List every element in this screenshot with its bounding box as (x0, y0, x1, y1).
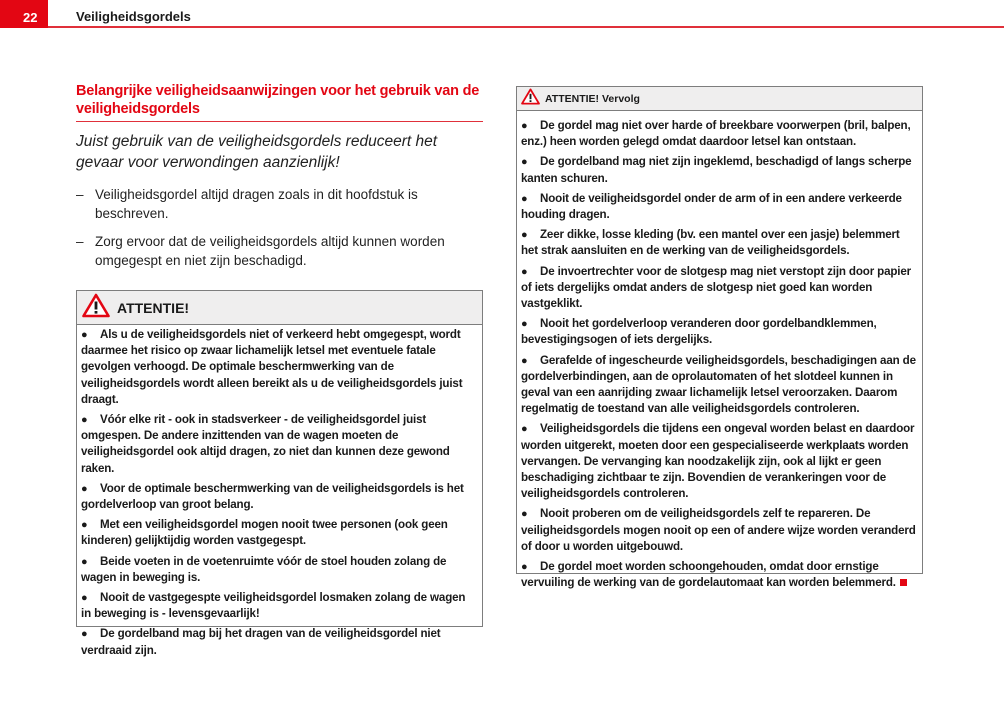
end-of-section-square-icon (900, 579, 907, 586)
bullet-icon: ● (81, 628, 88, 641)
warning-item: ● Veiligheidsgordels die tijdens een ongeval worden belast en daardoor worden uitgerekt, moeten door een gespecialiseerde werkplaats worden vervangen. De vervanging kan noodzakelijk zijn, ook al lijkt er geen beschadiging zichtbaar te zijn. Bovendien de verankeringen voor de veiligheidsgordels controleren. (521, 422, 915, 501)
warning-triangle-icon (521, 88, 540, 110)
warning-item: ● Zeer dikke, losse kleding (bv. een mantel over een jasje) belemmert het strak aansluiten en de werking van de veiligheidsgordels. (521, 228, 900, 258)
bullet-icon: ● (521, 156, 528, 169)
bullet-icon: ● (521, 318, 528, 331)
warning-body (77, 325, 482, 667)
left-column (76, 82, 483, 279)
warning-item: ● De gordel moet worden schoongehouden, omdat door ernstige vervuiling de werking van de gordelautomaat kan worden belemmerd. (521, 559, 918, 591)
warning-title: ATTENTIE! Vervolg (545, 92, 640, 105)
dash-marker: – (76, 234, 84, 249)
section-title: Belangrijke veiligheidsaanwijzingen voor het gebruik van de veiligheidsgordels (76, 82, 483, 122)
warning-box-continued (516, 86, 923, 590)
bullet-icon: ● (81, 519, 88, 532)
warning-item: ● De gordelband mag niet zijn ingeklemd, beschadigd of langs scherpe kanten schuren. (521, 155, 912, 185)
warning-item: ● Nooit de veiligheidsgordel onder de arm of in een andere verkeerde houding dragen. (521, 191, 902, 222)
instruction-list (76, 185, 483, 270)
bullet-icon: ● (521, 508, 528, 521)
warning-item: ● Voor de optimale beschermwerking van de veiligheidsgordels is het gordelverloop van groot belang. (81, 481, 464, 512)
section-intro: Juist gebruik van de veiligheidsgordels reduceert het gevaar voor verwondingen aanzienlijk! (76, 133, 438, 171)
bullet-icon: ● (81, 482, 88, 495)
bullet-icon: ● (521, 423, 528, 436)
bullet-icon: ● (81, 555, 88, 568)
bullet-icon: ● (81, 329, 88, 341)
warning-triangle-icon (82, 293, 110, 323)
warning-header (77, 291, 482, 325)
warning-item: ● Als u de veiligheidsgordels niet of verkeerd hebt omgegespt, wordt daarmee het risico op zwaar lichamelijk letsel met eventuele fatale gevolgen verhoogd. De optimale beschermwerking van de veiligheidsgordels wordt alleen bereikt als u de veiligheidsgordels juist draagt. (81, 328, 463, 406)
header-divider (48, 26, 1004, 28)
warning-item: ● Nooit de vastgegespte veiligheidsgordel losmaken zolang de wagen in beweging is - levensgevaarlijk! (81, 591, 466, 621)
warning-item: ● Vóór elke rit - ook in stadsverkeer - de veiligheidsgordel juist omgespen. De andere inzittenden van de wagen moeten de veiligheidsgordel ook altijd dragen, zo niet dan kunnen deze gewond raken. (81, 413, 450, 475)
chapter-title: Veiligheidsgordels (76, 9, 191, 24)
bullet-icon: ● (521, 192, 528, 205)
instruction-item (76, 232, 483, 270)
dash-marker: – (76, 187, 84, 202)
warning-item: ● De invoertrechter voor de slotgesp mag niet verstopt zijn door papier of iets dergelijks omdat anders de slotgesp niet goed kan worden vastgeklikt. (521, 264, 912, 311)
warning-item: ● De gordelband mag bij het dragen van de veiligheidsgordel niet verdraaid zijn. (81, 627, 441, 657)
warning-item: ● Gerafelde of ingescheurde veiligheidsgordels, beschadigingen aan de gordelverbindingen, aan de oprolautomaten of het slotdeel kunnen in geval van een aanrijding zwaar lichamelijk letsel veroorzaken. Daarom regelmatig de toestand van alle veiligheidsgordels controleren. (521, 353, 916, 416)
warning-box (76, 290, 483, 657)
warning-title: ATTENTIE! (117, 299, 190, 316)
bullet-icon: ● (81, 414, 88, 427)
bullet-icon: ● (81, 592, 88, 605)
warning-item: ● De gordel mag niet over harde of breekbare voorwerpen (bril, balpen, enz.) heen worden gelegd omdat daardoor letsel kan ontstaan. (521, 119, 911, 149)
page-number: 22 (23, 10, 38, 25)
warning-item: ● Met een veiligheidsgordel mogen nooit twee personen (ook geen kinderen) gelijktijdig worden vastgegespt. (81, 518, 448, 548)
bullet-icon: ● (521, 561, 528, 574)
bullet-icon: ● (521, 229, 528, 242)
instruction-item (76, 185, 483, 223)
instruction-text: Veiligheidsgordel altijd dragen zoals in dit hoofdstuk is beschreven. (95, 187, 418, 221)
warning-header (517, 87, 922, 111)
instruction-text: Zorg ervoor dat de veiligheidsgordels altijd kunnen worden omgegespt en niet zijn beschadigd. (95, 234, 445, 268)
bullet-icon: ● (521, 265, 528, 278)
bullet-icon: ● (521, 354, 528, 367)
warning-item: ● Nooit proberen om de veiligheidsgordels zelf te repareren. De veiligheidsgordels mogen nooit op een of andere wijze worden veranderd of door u worden uitgebouwd. (521, 507, 916, 553)
warning-body (517, 111, 922, 599)
bullet-icon: ● (521, 120, 528, 132)
warning-item: ● Beide voeten in de voetenruimte vóór de stoel houden zolang de wagen in beweging is. (81, 554, 447, 584)
warning-item: ● Nooit het gordelverloop veranderen door gordelbandklemmen, bevestigingsogen of iets dergelijks. (521, 317, 877, 347)
